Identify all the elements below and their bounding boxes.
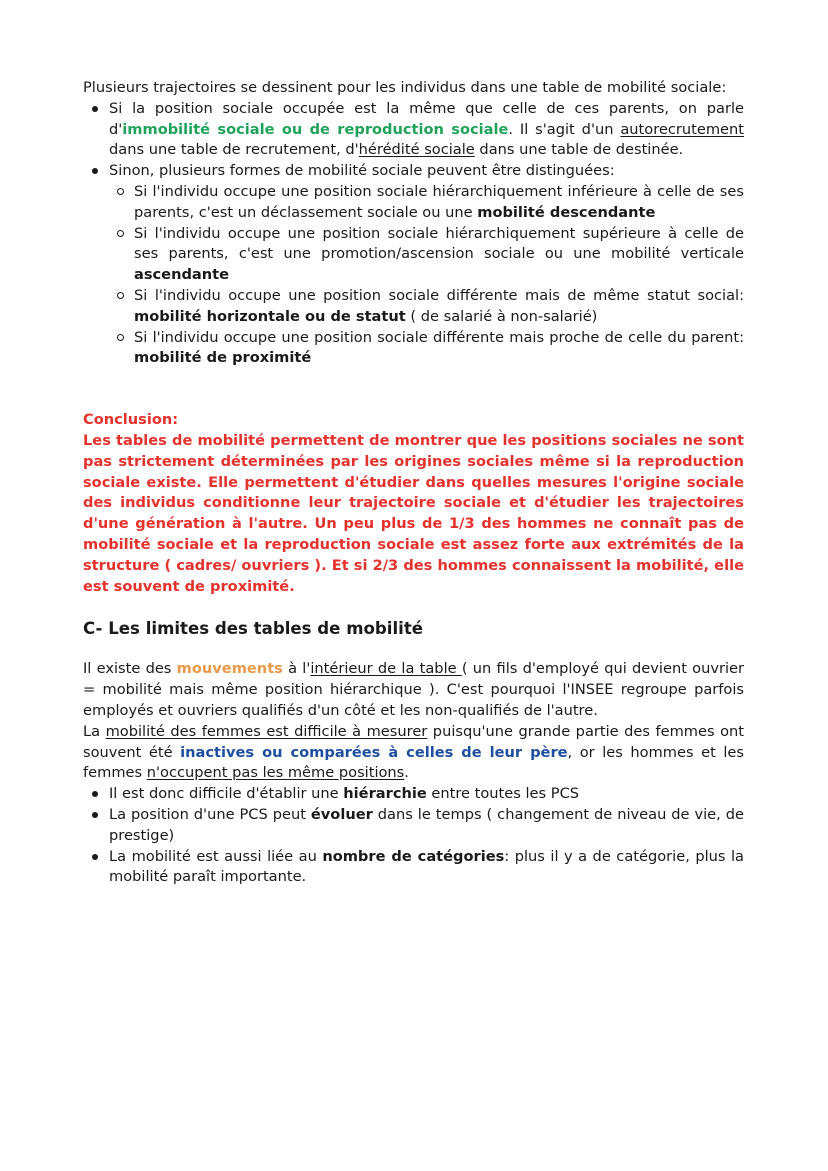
highlight-inactives: inactives ou comparées à celles de leur père (180, 743, 568, 761)
list-item-immobility: Si la position sociale occupée est la même que celle de ces parents, on parle d'immobilité sociale ou de reproduction sociale. Il s'agit d'un autorecrutement dans une table de recrutement, d'hérédité sociale dans une table de destinée. (83, 99, 744, 161)
intro-paragraph: Plusieurs trajectoires se dessinent pour les individus dans une table de mobilité sociale: (83, 79, 727, 96)
list-item-hierarchie: Il est donc difficile d'établir une hiérarchie entre toutes les PCS (83, 784, 744, 805)
underline-autorecrutement: autorecrutement (620, 120, 744, 138)
underline-heredite: hérédité sociale (358, 141, 475, 159)
list-item-categories: La mobilité est aussi liée au nombre de catégories: plus il y a de catégorie, plus la mobilité paraît importante. (83, 847, 744, 889)
section-c-paragraph-1: Il existe des mouvements à l'intérieur de la table ( un fils d'employé qui devient ouvrier = mobilité mais même position hiérarchique ). C'est pourquoi l'INSEE regroupe parfois employés et ouvriers qualifiés d'un côté et les non-qualifiés de l'autre. (83, 660, 745, 719)
underline-mobilite-femmes: mobilité des femmes est difficile à mesurer (105, 722, 428, 740)
list-item-mobility-forms: Sinon, plusieurs formes de mobilité sociale peuvent être distinguées: Si l'individu occupe une position sociale hiérarchiquement inférieure à celle de ses parents, c'est un déclassement sociale ou une mobilité descendante Si l'individu occupe une position sociale hiérarchiquement supérieure à celle de ses parents, c'est une promotion/ascension sociale ou une mobilité verticale ascendante Si l'individu occupe une position sociale différente mais de même statut social: mobilité horizontale ou de statut ( de salarié à non-salarié) Si l'individu occupe une position sociale différente mais proche de celle du parent: mobilité de proximité (83, 161, 744, 369)
highlight-immobility: immobilité sociale ou de reproduction sociale (122, 120, 509, 138)
highlight-mouvements: mouvements (176, 660, 283, 678)
mobility-forms-sublist (109, 182, 744, 369)
conclusion-title: Conclusion: (83, 411, 179, 429)
section-c-paragraph-2: La mobilité des femmes est difficile à mesurer puisqu'une grande partie des femmes ont souvent été inactives ou comparées à celles de leur père, or les hommes et les femmes n'occupent pas les même positions. (83, 722, 745, 782)
limits-list (83, 784, 744, 888)
underline-interieur: intérieur de la table (310, 660, 462, 678)
trajectories-list (83, 99, 744, 369)
sublist-item-descendante: Si l'individu occupe une position sociale hiérarchiquement inférieure à celle de ses parents, c'est un déclassement sociale ou une mobilité descendante (109, 182, 744, 224)
conclusion-text: Les tables de mobilité permettent de montrer que les positions sociales ne sont pas strictement déterminées par les origines sociales même si la reproduction sociale existe. Elle permettent d'étudier dans quelles mesures l'origine sociale des individus conditionne leur trajectoire sociale et d'étudier les trajectoires d'une génération à l'autre. Un peu plus de 1/3 des hommes ne connaît pas de mobilité sociale et la reproduction sociale est assez forte aux extrémités de la structure ( cadres/ ouvriers ). Et si 2/3 des hommes connaissent la mobilité, elle est souvent de proximité. (83, 431, 744, 595)
list-item-evoluer: La position d'une PCS peut évoluer dans le temps ( changement de niveau de vie, de prestige) (83, 805, 744, 847)
sublist-item-ascendante: Si l'individu occupe une position sociale hiérarchiquement supérieure à celle de ses parents, c'est une promotion/ascension sociale ou une mobilité verticale ascendante (109, 224, 744, 286)
underline-positions: n'occupent pas les même positions (146, 764, 405, 782)
section-c-heading: C- Les limites des tables de mobilité (83, 619, 424, 639)
sublist-item-proximite: Si l'individu occupe une position sociale différente mais proche de celle du parent: mobilité de proximité (109, 328, 744, 370)
sublist-item-horizontale: Si l'individu occupe une position sociale différente mais de même statut social: mobilité horizontale ou de statut ( de salarié à non-salarié) (109, 286, 744, 328)
